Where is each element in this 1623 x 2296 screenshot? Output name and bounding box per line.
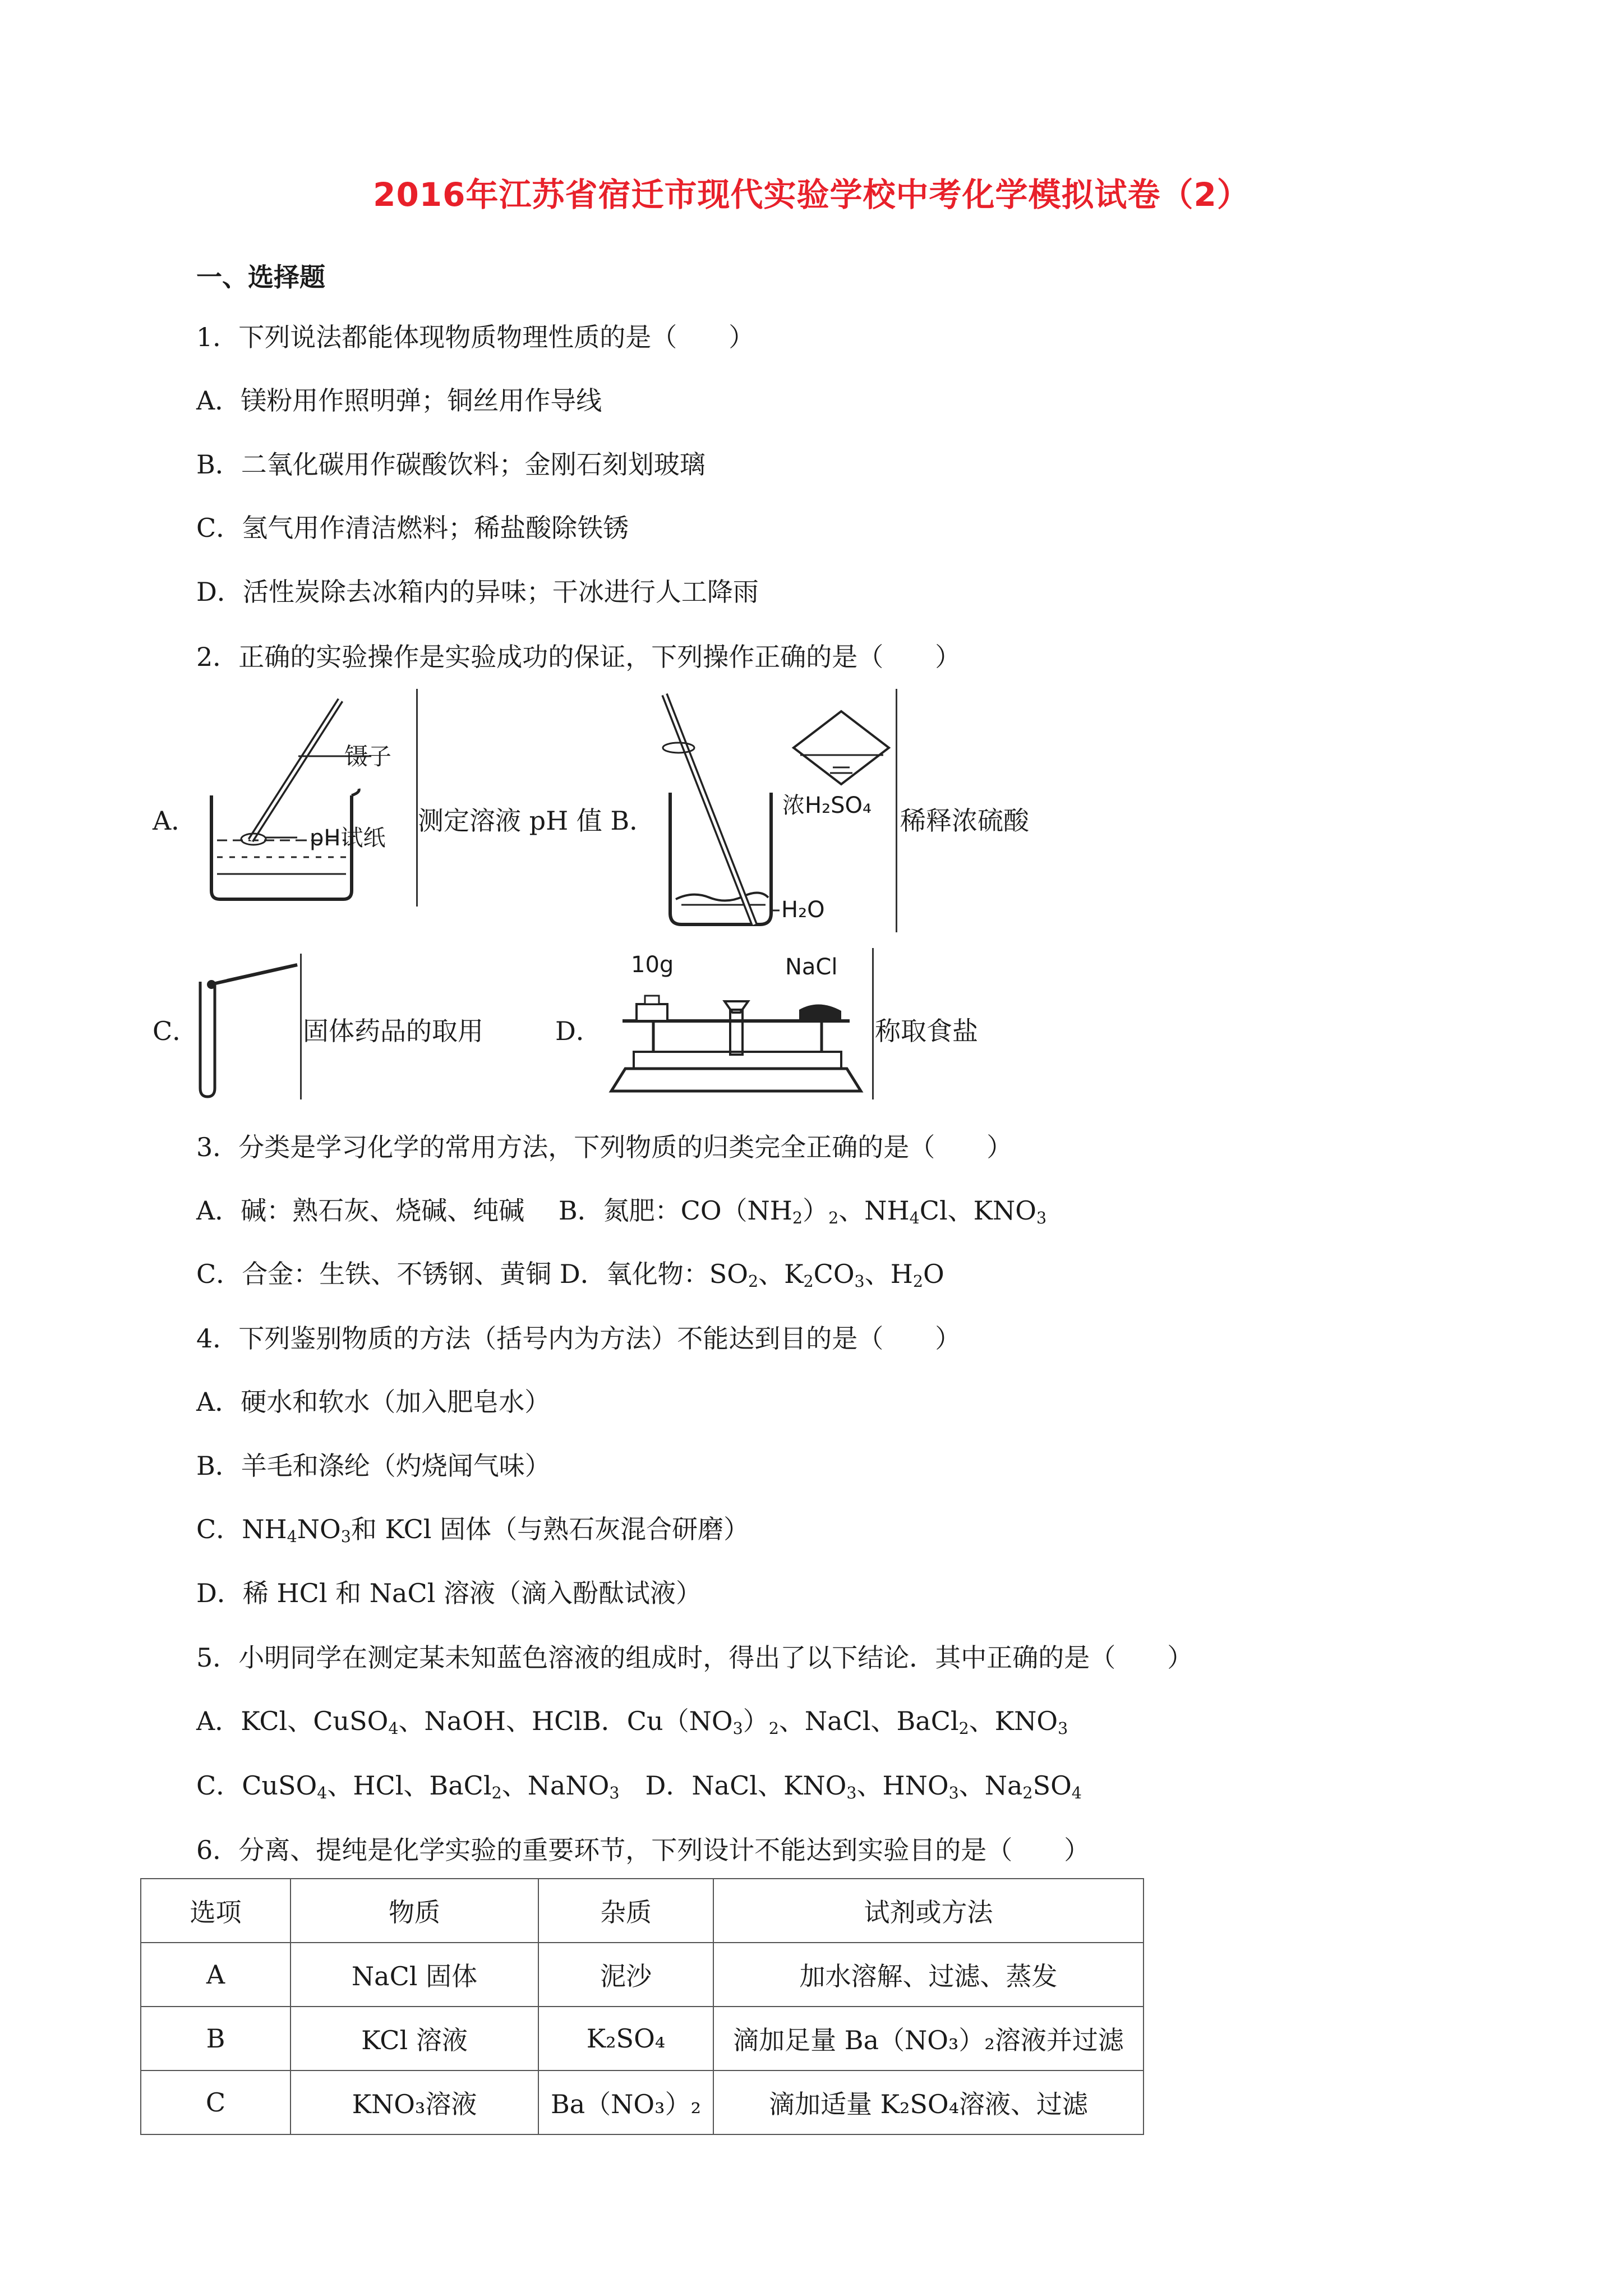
question-4-option-d: D．稀 HCl 和 NaCl 溶液（滴入酚酞试液） bbox=[196, 1578, 702, 1608]
table-cell: NaCl 固体 bbox=[291, 1943, 538, 2007]
figure-label-weight: 10g bbox=[631, 952, 674, 978]
question-5-stem: 5．小明同学在测定某未知蓝色溶液的组成时，得出了以下结论．其中正确的是（ ） bbox=[196, 1642, 1193, 1673]
question-4-option-a: A．硬水和软水（加入肥皂水） bbox=[196, 1387, 551, 1417]
figure-balance bbox=[600, 948, 874, 1099]
table-cell: 泥沙 bbox=[538, 1943, 713, 2007]
table-header-cell: 物质 bbox=[291, 1879, 538, 1943]
figure-solid-reagent bbox=[193, 954, 302, 1099]
page-title: 2016年江苏省宿迁市现代实验学校中考化学模拟试卷（2） bbox=[373, 176, 1250, 214]
table-header-row bbox=[141, 1879, 1144, 1943]
question-1-option-d: D．活性炭除去冰箱内的异味；干冰进行人工降雨 bbox=[196, 577, 759, 607]
figure-label-tweezers: 镊子 bbox=[344, 743, 392, 770]
question-2-option-d-letter: D． bbox=[555, 1016, 602, 1046]
table-cell: 加水溶解、过滤、蒸发 bbox=[713, 1943, 1144, 2007]
question-2-option-d-text: 称取食盐 bbox=[875, 1016, 978, 1046]
section-heading: 一、选择题 bbox=[196, 262, 325, 292]
question-4-option-b: B．羊毛和涤纶（灼烧闻气味） bbox=[196, 1451, 551, 1481]
question-4-stem: 4．下列鉴别物质的方法（括号内为方法）不能达到目的是（ ） bbox=[196, 1323, 961, 1354]
question-3-options-cd: C．合金：生铁、不锈钢、黄铜 D．氧化物：$SO_2$、$K_2CO_3$、$H_2O$ bbox=[196, 1259, 944, 1291]
figure-label-nacl: NaCl bbox=[785, 954, 838, 980]
question-2-stem: 2．正确的实验操作是实验成功的保证，下列操作正确的是（ ） bbox=[196, 642, 961, 672]
separation-table bbox=[140, 1878, 1144, 2135]
question-6-stem: 6．分离、提纯是化学实验的重要环节，下列设计不能达到实验目的是（ ） bbox=[196, 1835, 1090, 1865]
table-cell: C bbox=[141, 2070, 291, 2134]
table-cell: Ba（NO₃）₂ bbox=[538, 2070, 713, 2134]
question-5-options-cd: C．CuSO$_4$、HCl、BaCl$_2$、NaNO$_3$ D．NaCl、$KNO_3$、$HNO_3$、$Na_2SO_4$ bbox=[196, 1770, 1082, 1803]
table-row bbox=[141, 2007, 1144, 2070]
table-row bbox=[141, 1943, 1144, 2007]
question-5-options-ab: A．KCl、CuSO$_4$、NaOH、HClB．$Cu(NO_3)_2$、NaCl、BaCl$_2$、$KNO_3$ bbox=[196, 1706, 1068, 1738]
figure-label-ph-paper: pH试纸 bbox=[310, 825, 386, 851]
question-3-options-ab: A．碱：熟石灰、烧碱、纯碱 B．氮肥：$CO(NH_2)_2$、$NH_4Cl$、$KNO_3$ bbox=[196, 1195, 1047, 1228]
question-1-stem: 1．下列说法都能体现物质物理性质的是（ ） bbox=[196, 322, 755, 352]
table-header-cell: 杂质 bbox=[538, 1879, 713, 1943]
table-row bbox=[141, 2070, 1144, 2134]
table-cell: B bbox=[141, 2007, 291, 2070]
table-cell: KNO₃溶液 bbox=[291, 2070, 538, 2134]
question-1-option-a: A．镁粉用作照明弹；铜丝用作导线 bbox=[196, 385, 602, 416]
table-cell: 滴加适量 K₂SO₄溶液、过滤 bbox=[713, 2070, 1144, 2134]
question-2-option-a-letter: A． bbox=[153, 806, 197, 836]
question-2-option-b-text: 稀释浓硫酸 bbox=[900, 806, 1029, 836]
table-cell: A bbox=[141, 1943, 291, 2007]
figure-dilute-acid bbox=[653, 689, 897, 932]
figure-label-water: H₂O bbox=[781, 897, 825, 923]
question-1-option-c: C．氢气用作清洁燃料；稀盐酸除铁锈 bbox=[196, 513, 629, 543]
table-cell: KCl 溶液 bbox=[291, 2007, 538, 2070]
question-4-option-c: C．$NH_4NO_3$和 KCl 固体（与熟石灰混合研磨） bbox=[196, 1514, 750, 1547]
question-3-stem: 3．分类是学习化学的常用方法，下列物质的归类完全正确的是（ ） bbox=[196, 1132, 1013, 1162]
question-2-option-c-letter: C． bbox=[153, 1016, 199, 1046]
figure-ph-test bbox=[197, 689, 418, 907]
question-1-option-b: B．二氧化碳用作碳酸饮料；金刚石刻划玻璃 bbox=[196, 449, 706, 480]
table-header-cell: 试剂或方法 bbox=[713, 1879, 1144, 1943]
table-cell: 滴加足量 Ba（NO₃）₂溶液并过滤 bbox=[713, 2007, 1144, 2070]
question-2-option-c-text: 固体药品的取用 bbox=[303, 1016, 483, 1046]
question-2-option-a-text: 测定溶液 pH 值 B． bbox=[418, 806, 656, 836]
table-cell: K₂SO₄ bbox=[538, 2007, 713, 2070]
table-header-cell: 选项 bbox=[141, 1879, 291, 1943]
figure-label-conc-acid: 浓H₂SO₄ bbox=[782, 793, 872, 818]
